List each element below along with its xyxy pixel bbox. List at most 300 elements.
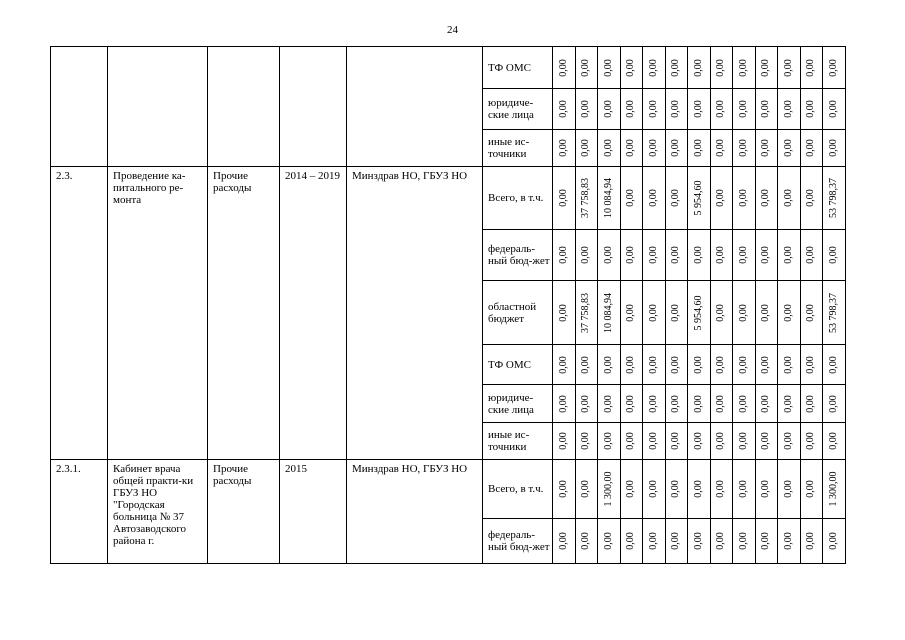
item-number: 2.3. — [51, 167, 108, 460]
value-text: 0,00 — [692, 432, 704, 450]
value-cell — [553, 423, 576, 460]
value-cell — [710, 345, 733, 385]
value-text: 0,00 — [782, 58, 794, 77]
value-cell — [575, 230, 598, 281]
value-text: 0,00 — [805, 355, 817, 374]
executor: Минздрав НО, ГБУЗ НО — [347, 167, 483, 460]
value-cell — [553, 519, 576, 564]
value-text: 0,00 — [580, 246, 592, 264]
value-text: 37 758,83 — [580, 178, 592, 218]
funding-source: иные ис-точники — [483, 130, 553, 167]
value-cell — [620, 47, 643, 89]
value-cell — [710, 89, 733, 130]
value-cell — [755, 130, 778, 167]
value-text: 0,00 — [715, 355, 727, 374]
value-cell — [800, 460, 823, 519]
value-text: 0,00 — [737, 139, 749, 157]
value-cell — [688, 345, 711, 385]
value-text: 0,00 — [715, 246, 727, 264]
value-cell — [553, 460, 576, 519]
value-cell — [823, 519, 846, 564]
value-text: 0,00 — [602, 246, 614, 264]
value-text: 0,00 — [737, 189, 749, 207]
value-cell — [665, 345, 688, 385]
value-cell — [575, 167, 598, 230]
value-text: 0,00 — [782, 432, 794, 450]
value-cell — [575, 345, 598, 385]
value-text: 0,00 — [805, 480, 817, 498]
value-cell — [643, 89, 666, 130]
value-text: 0,00 — [647, 532, 659, 550]
value-cell — [710, 281, 733, 345]
value-text: 0,00 — [760, 532, 772, 550]
value-text: 0,00 — [692, 394, 704, 413]
item-name: Кабинет врача общей практи-ки ГБУЗ НО "Городская больница № 37 Автозаводского района г. — [108, 460, 208, 564]
value-text: 0,00 — [760, 189, 772, 207]
value-cell — [665, 281, 688, 345]
value-text: 0,00 — [760, 355, 772, 374]
value-cell — [553, 167, 576, 230]
value-text: 0,00 — [827, 246, 839, 264]
value-text: 0,00 — [557, 394, 569, 413]
value-text: 0,00 — [805, 58, 817, 77]
value-cell — [710, 519, 733, 564]
value-cell — [778, 130, 801, 167]
value-cell — [620, 167, 643, 230]
value-cell — [598, 519, 621, 564]
value-cell — [688, 423, 711, 460]
value-text: 0,00 — [670, 303, 682, 322]
value-cell — [733, 47, 756, 89]
value-cell — [553, 230, 576, 281]
item-name — [108, 47, 208, 167]
value-text: 0,00 — [625, 189, 637, 207]
value-cell — [620, 460, 643, 519]
page-number: 24 — [447, 24, 458, 36]
value-cell — [553, 89, 576, 130]
value-cell — [598, 47, 621, 89]
value-text: 0,00 — [805, 432, 817, 450]
value-text: 0,00 — [625, 303, 637, 322]
value-cell — [778, 167, 801, 230]
value-text: 0,00 — [737, 355, 749, 374]
value-cell — [620, 281, 643, 345]
value-cell — [553, 130, 576, 167]
value-text: 0,00 — [715, 394, 727, 413]
value-text: 0,00 — [580, 480, 592, 498]
funding-source: Всего, в т.ч. — [483, 460, 553, 519]
value-cell — [665, 89, 688, 130]
value-text: 0,00 — [782, 139, 794, 157]
value-text: 5 954,60 — [692, 180, 704, 216]
value-text: 0,00 — [602, 355, 614, 374]
value-text: 0,00 — [647, 189, 659, 207]
value-cell — [755, 230, 778, 281]
value-text: 0,00 — [760, 432, 772, 450]
value-cell — [778, 423, 801, 460]
value-cell — [665, 167, 688, 230]
value-text: 0,00 — [670, 58, 682, 77]
funding-source: Всего, в т.ч. — [483, 167, 553, 230]
value-text: 0,00 — [737, 480, 749, 498]
value-text: 0,00 — [737, 532, 749, 550]
value-text: 0,00 — [715, 303, 727, 322]
value-cell — [733, 519, 756, 564]
table-row — [51, 47, 846, 89]
value-cell — [755, 281, 778, 345]
value-cell — [620, 89, 643, 130]
value-cell — [575, 519, 598, 564]
value-cell — [755, 167, 778, 230]
value-text: 0,00 — [670, 139, 682, 157]
value-text: 0,00 — [625, 394, 637, 413]
value-cell — [620, 130, 643, 167]
value-cell — [710, 130, 733, 167]
value-cell — [823, 47, 846, 89]
value-cell — [733, 423, 756, 460]
value-text: 0,00 — [827, 100, 839, 118]
value-cell — [755, 89, 778, 130]
value-text: 0,00 — [580, 394, 592, 413]
value-cell — [643, 519, 666, 564]
item-number — [51, 47, 108, 167]
value-text: 0,00 — [557, 100, 569, 118]
executor — [347, 47, 483, 167]
value-text: 53 798,37 — [827, 292, 839, 333]
value-text: 0,00 — [557, 303, 569, 322]
value-text: 0,00 — [557, 139, 569, 157]
value-cell — [800, 130, 823, 167]
value-text: 0,00 — [602, 432, 614, 450]
value-text: 10 084,94 — [602, 292, 614, 333]
value-cell — [553, 385, 576, 423]
value-cell — [800, 89, 823, 130]
value-text: 0,00 — [557, 355, 569, 374]
value-text: 0,00 — [805, 246, 817, 264]
value-cell — [755, 519, 778, 564]
value-cell — [688, 460, 711, 519]
value-cell — [598, 281, 621, 345]
value-text: 0,00 — [647, 139, 659, 157]
value-text: 0,00 — [557, 189, 569, 207]
value-cell — [755, 345, 778, 385]
value-cell — [800, 167, 823, 230]
value-cell — [800, 345, 823, 385]
value-cell — [598, 167, 621, 230]
value-cell — [688, 385, 711, 423]
value-text: 0,00 — [827, 432, 839, 450]
value-text: 0,00 — [625, 100, 637, 118]
value-text: 0,00 — [647, 100, 659, 118]
value-cell — [800, 47, 823, 89]
value-text: 0,00 — [760, 58, 772, 77]
value-text: 0,00 — [805, 100, 817, 118]
value-cell — [823, 423, 846, 460]
value-cell — [823, 89, 846, 130]
value-text: 0,00 — [647, 303, 659, 322]
value-cell — [823, 130, 846, 167]
value-cell — [710, 47, 733, 89]
value-cell — [733, 167, 756, 230]
value-cell — [823, 167, 846, 230]
value-text: 0,00 — [670, 100, 682, 118]
funding-source: иные ис-точники — [483, 423, 553, 460]
value-text: 0,00 — [670, 394, 682, 413]
funding-source: ТФ ОМС — [483, 47, 553, 89]
value-cell — [688, 47, 711, 89]
value-text: 0,00 — [692, 355, 704, 374]
funding-source: федераль-ный бюд-жет — [483, 230, 553, 281]
value-cell — [800, 385, 823, 423]
value-cell — [710, 460, 733, 519]
value-text: 0,00 — [602, 394, 614, 413]
period: 2014 – 2019 — [280, 167, 347, 460]
value-text: 0,00 — [827, 532, 839, 550]
value-text: 0,00 — [692, 246, 704, 264]
value-text: 0,00 — [782, 480, 794, 498]
value-cell — [755, 47, 778, 89]
value-cell — [575, 89, 598, 130]
value-cell — [733, 89, 756, 130]
value-text: 0,00 — [580, 532, 592, 550]
value-text: 0,00 — [647, 480, 659, 498]
value-cell — [620, 423, 643, 460]
value-text: 0,00 — [692, 100, 704, 118]
value-text: 0,00 — [625, 532, 637, 550]
value-cell — [643, 167, 666, 230]
value-text: 0,00 — [737, 303, 749, 322]
value-cell — [643, 281, 666, 345]
value-text: 0,00 — [715, 480, 727, 498]
value-text: 0,00 — [692, 480, 704, 498]
value-text: 0,00 — [782, 303, 794, 322]
value-text: 0,00 — [602, 139, 614, 157]
value-cell — [665, 423, 688, 460]
value-cell — [800, 423, 823, 460]
funding-source: федераль-ный бюд-жет — [483, 519, 553, 564]
value-text: 0,00 — [782, 189, 794, 207]
value-cell — [643, 230, 666, 281]
value-text: 0,00 — [692, 532, 704, 550]
value-text: 0,00 — [557, 432, 569, 450]
value-text: 0,00 — [557, 246, 569, 264]
value-text: 0,00 — [557, 532, 569, 550]
value-text: 0,00 — [557, 480, 569, 498]
value-cell — [575, 460, 598, 519]
funding-source: юридиче-ские лица — [483, 89, 553, 130]
executor: Минздрав НО, ГБУЗ НО — [347, 460, 483, 564]
value-text: 0,00 — [760, 394, 772, 413]
value-text: 0,00 — [670, 355, 682, 374]
value-text: 0,00 — [647, 394, 659, 413]
value-text: 0,00 — [782, 394, 794, 413]
value-text: 0,00 — [692, 139, 704, 157]
value-text: 0,00 — [737, 100, 749, 118]
value-text: 0,00 — [715, 532, 727, 550]
value-cell — [733, 130, 756, 167]
value-text: 0,00 — [557, 58, 569, 77]
value-cell — [643, 47, 666, 89]
value-text: 0,00 — [602, 100, 614, 118]
value-cell — [733, 345, 756, 385]
value-cell — [575, 47, 598, 89]
value-text: 0,00 — [670, 480, 682, 498]
value-cell — [665, 385, 688, 423]
value-cell — [733, 281, 756, 345]
value-text: 0,00 — [647, 58, 659, 77]
value-cell — [733, 230, 756, 281]
value-cell — [688, 130, 711, 167]
value-cell — [598, 230, 621, 281]
value-cell — [688, 167, 711, 230]
value-cell — [778, 519, 801, 564]
value-text: 0,00 — [670, 189, 682, 207]
value-cell — [778, 230, 801, 281]
value-cell — [598, 423, 621, 460]
value-text: 53 798,37 — [827, 178, 839, 218]
value-text: 0,00 — [602, 58, 614, 77]
value-cell — [823, 230, 846, 281]
value-text: 1 300,00 — [827, 471, 839, 507]
value-text: 0,00 — [647, 432, 659, 450]
value-cell — [575, 130, 598, 167]
value-cell — [755, 460, 778, 519]
value-text: 0,00 — [827, 355, 839, 374]
value-cell — [643, 423, 666, 460]
value-cell — [665, 460, 688, 519]
value-cell — [598, 130, 621, 167]
value-cell — [688, 281, 711, 345]
value-cell — [710, 423, 733, 460]
value-text: 0,00 — [827, 139, 839, 157]
value-cell — [575, 385, 598, 423]
value-text: 0,00 — [805, 303, 817, 322]
value-text: 0,00 — [805, 189, 817, 207]
value-text: 0,00 — [625, 246, 637, 264]
value-text: 0,00 — [715, 58, 727, 77]
value-text: 0,00 — [625, 432, 637, 450]
value-text: 0,00 — [782, 532, 794, 550]
value-text: 0,00 — [670, 532, 682, 550]
value-text: 0,00 — [602, 532, 614, 550]
value-cell — [733, 385, 756, 423]
value-cell — [778, 385, 801, 423]
value-text: 0,00 — [580, 58, 592, 77]
value-text: 0,00 — [715, 139, 727, 157]
value-cell — [665, 519, 688, 564]
value-text: 0,00 — [647, 355, 659, 374]
value-cell — [665, 47, 688, 89]
value-text: 0,00 — [670, 246, 682, 264]
value-text: 0,00 — [782, 246, 794, 264]
value-text: 0,00 — [625, 480, 637, 498]
value-text: 0,00 — [715, 100, 727, 118]
value-text: 0,00 — [625, 355, 637, 374]
value-cell — [688, 89, 711, 130]
period — [280, 47, 347, 167]
value-cell — [643, 130, 666, 167]
value-cell — [778, 89, 801, 130]
value-cell — [598, 460, 621, 519]
budget-table — [50, 46, 846, 564]
value-cell — [778, 345, 801, 385]
value-text: 0,00 — [580, 432, 592, 450]
value-cell — [823, 385, 846, 423]
value-text: 0,00 — [760, 480, 772, 498]
value-text: 0,00 — [805, 394, 817, 413]
funding-source: ТФ ОМС — [483, 345, 553, 385]
value-text: 0,00 — [827, 58, 839, 77]
value-text: 0,00 — [760, 303, 772, 322]
value-text: 0,00 — [782, 355, 794, 374]
value-text: 10 084,94 — [602, 178, 614, 218]
value-text: 0,00 — [625, 58, 637, 77]
item-number: 2.3.1. — [51, 460, 108, 564]
value-cell — [688, 230, 711, 281]
value-text: 0,00 — [760, 246, 772, 264]
value-cell — [733, 460, 756, 519]
value-text: 0,00 — [715, 432, 727, 450]
value-text: 5 954,60 — [692, 295, 704, 330]
value-text: 0,00 — [782, 100, 794, 118]
value-text: 0,00 — [827, 394, 839, 413]
value-text: 37 758,83 — [580, 292, 592, 333]
value-cell — [620, 519, 643, 564]
value-cell — [800, 519, 823, 564]
table-row — [51, 460, 846, 519]
value-text: 0,00 — [805, 532, 817, 550]
value-cell — [823, 345, 846, 385]
value-text: 0,00 — [670, 432, 682, 450]
value-cell — [823, 281, 846, 345]
value-cell — [620, 230, 643, 281]
value-cell — [778, 460, 801, 519]
value-cell — [643, 460, 666, 519]
value-cell — [553, 281, 576, 345]
value-text: 0,00 — [737, 432, 749, 450]
value-cell — [665, 130, 688, 167]
funding-source: областной бюджет — [483, 281, 553, 345]
value-text: 0,00 — [760, 100, 772, 118]
value-cell — [755, 423, 778, 460]
value-cell — [823, 460, 846, 519]
value-text: 0,00 — [580, 139, 592, 157]
value-cell — [665, 230, 688, 281]
table-row — [51, 167, 846, 230]
value-text: 0,00 — [580, 355, 592, 374]
value-cell — [778, 47, 801, 89]
value-cell — [710, 385, 733, 423]
value-text: 0,00 — [737, 58, 749, 77]
value-cell — [755, 385, 778, 423]
expense-type: Прочие расходы — [208, 460, 280, 564]
value-text: 0,00 — [760, 139, 772, 157]
value-text: 1 300,00 — [602, 471, 614, 507]
value-text: 0,00 — [715, 189, 727, 207]
value-cell — [710, 230, 733, 281]
value-cell — [553, 47, 576, 89]
funding-source: юридиче-ские лица — [483, 385, 553, 423]
value-cell — [643, 385, 666, 423]
value-cell — [598, 385, 621, 423]
period: 2015 — [280, 460, 347, 564]
value-cell — [800, 230, 823, 281]
value-text: 0,00 — [692, 58, 704, 77]
value-cell — [575, 423, 598, 460]
value-cell — [575, 281, 598, 345]
value-text: 0,00 — [580, 100, 592, 118]
value-cell — [800, 281, 823, 345]
